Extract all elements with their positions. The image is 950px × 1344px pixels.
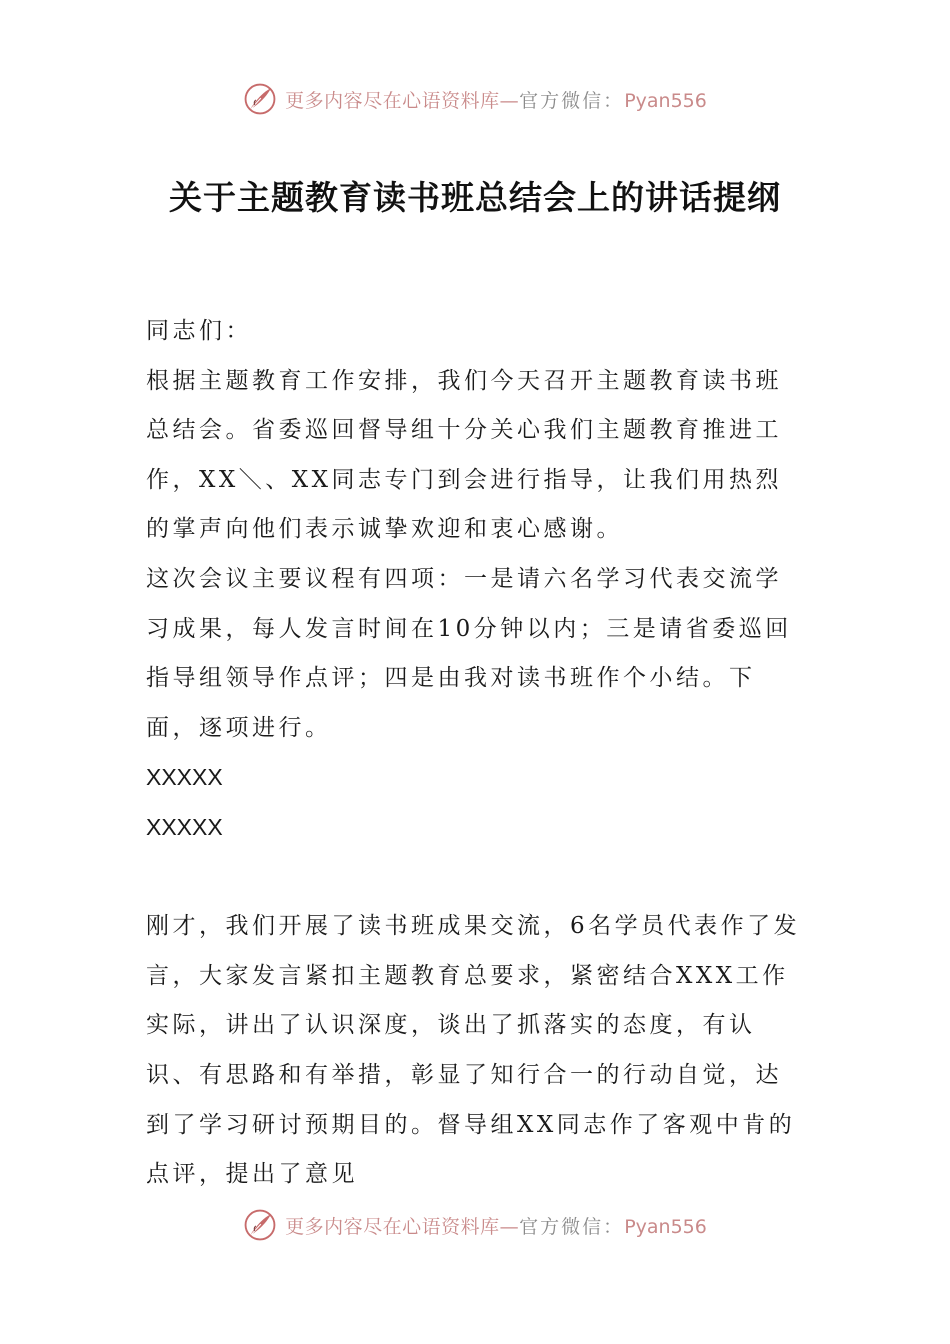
- watermark-label: 官方微信：: [519, 89, 625, 112]
- paragraph-opening: 根据主题教育工作安排，我们今天召开主题教育读书班总结会。省委巡回督导组十分关心我们主题教育推进工作，XX＼、XX同志专门到会进行指导，让我们用热烈的掌声向他们表示诚挚欢迎和衷心感谢。: [146, 367, 782, 543]
- watermark-wechat-id: Pyan556: [624, 1215, 707, 1238]
- paragraph-summary: 刚才，我们开展了读书班成果交流，6名学员代表作了发言，大家发言紧扣主题教育总要求，紧密结合XXX工作实际，讲出了认识深度，谈出了抓落实的态度，有认识、有思路和有举措，彰显了知行合一的行动自觉，达到了学习研讨预期目的。督导组XX同志作了客观中肯的点评，提出了意见: [146, 913, 801, 1188]
- paragraph-placeholder-2: XXXXX: [146, 813, 223, 840]
- header-watermark: [0, 82, 950, 116]
- watermark-label: 官方微信：: [519, 1215, 625, 1238]
- watermark-site-name: 更多内容尽在心语资料库—: [285, 89, 520, 112]
- paragraph-agenda: 这次会议主要议程有四项：一是请六名学习代表交流学习成果，每人发言时间在10分钟以内；三是请省委巡回指导组领导作点评；四是由我对读书班作个小结。下面，逐项进行。: [146, 565, 792, 741]
- watermark-wechat-id: Pyan556: [624, 89, 707, 112]
- paragraph-salutation: 同志们：: [146, 318, 252, 344]
- paragraph-placeholder-1: XXXXX: [146, 764, 223, 791]
- footer-watermark: [0, 1208, 950, 1242]
- quill-logo-icon: [243, 82, 277, 116]
- document-body: [146, 307, 806, 1200]
- watermark-site-name: 更多内容尽在心语资料库—: [285, 1215, 520, 1238]
- blank-line: [146, 853, 806, 903]
- quill-logo-icon: [243, 1208, 277, 1242]
- document-title: 关于主题教育读书班总结会上的讲话提纲: [169, 178, 781, 217]
